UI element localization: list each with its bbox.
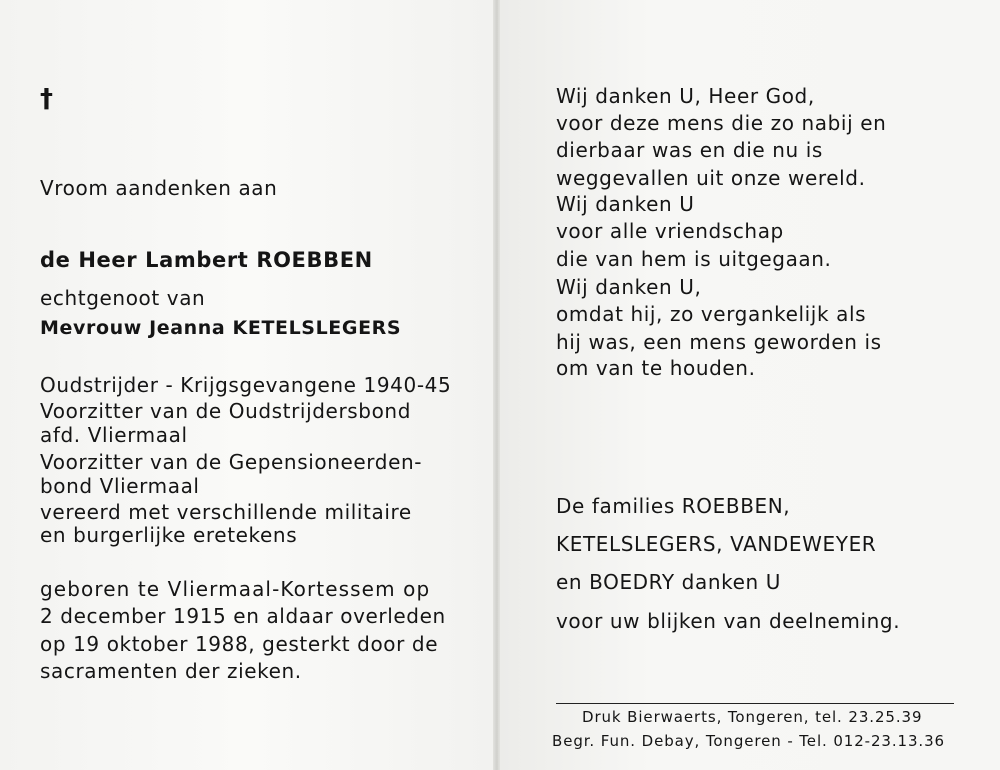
prayer-line: weggevallen uit onze wereld. (556, 166, 866, 190)
title-line: Voorzitter van de Gepensioneerden- (40, 450, 423, 474)
bio-line: 2 december 1915 en aldaar overleden (40, 604, 446, 628)
thanks-line: KETELSLEGERS, VANDEWEYER (556, 532, 877, 556)
prayer-line: om van te houden. (556, 356, 756, 380)
thanks-line: en BOEDRY danken U (556, 570, 781, 594)
thanks-line: voor uw blijken van deelneming. (556, 609, 901, 633)
left-panel (0, 0, 495, 770)
cross-icon: † (40, 84, 53, 114)
bio-line: sacramenten der zieken. (40, 659, 302, 683)
printer-credit: Druk Bierwaerts, Tongeren, tel. 23.25.39 (582, 708, 923, 726)
prayer-line: hij was, een mens geworden is (556, 330, 882, 354)
title-line: Oudstrijder - Krijgsgevangene 1940-45 (40, 373, 452, 397)
title-line: Voorzitter van de Oudstrijdersbond (40, 399, 411, 423)
bio-line: geboren te Vliermaal-Kortessem op (40, 577, 431, 601)
title-line: en burgerlijke eretekens (40, 523, 298, 547)
spouse-name: Mevrouw Jeanna KETELSLEGERS (40, 317, 402, 339)
bio-line: op 19 oktober 1988, gesterkt door de (40, 632, 439, 656)
title-line: vereerd met verschillende militaire (40, 500, 412, 524)
funeral-credit: Begr. Fun. Debay, Tongeren - Tel. 012-23.13.36 (552, 732, 945, 750)
intro-text: Vroom aandenken aan (40, 176, 278, 200)
prayer-line: omdat hij, zo vergankelijk als (556, 302, 867, 326)
prayer-line: voor deze mens die zo nabij en (556, 111, 887, 135)
spouse-label: echtgenoot van (40, 286, 206, 310)
prayer-line: dierbaar was en die nu is (556, 138, 823, 162)
deceased-name: de Heer Lambert ROEBBEN (40, 248, 373, 272)
title-line: bond Vliermaal (40, 474, 200, 498)
prayer-line: die van hem is uitgegaan. (556, 247, 832, 271)
thanks-line: De families ROEBBEN, (556, 494, 791, 518)
prayer-line: voor alle vriendschap (556, 219, 784, 243)
divider-line (556, 703, 954, 704)
prayer-line: Wij danken U, (556, 275, 702, 299)
title-line: afd. Vliermaal (40, 423, 188, 447)
prayer-line: Wij danken U (556, 192, 695, 216)
prayer-line: Wij danken U, Heer God, (556, 84, 815, 108)
